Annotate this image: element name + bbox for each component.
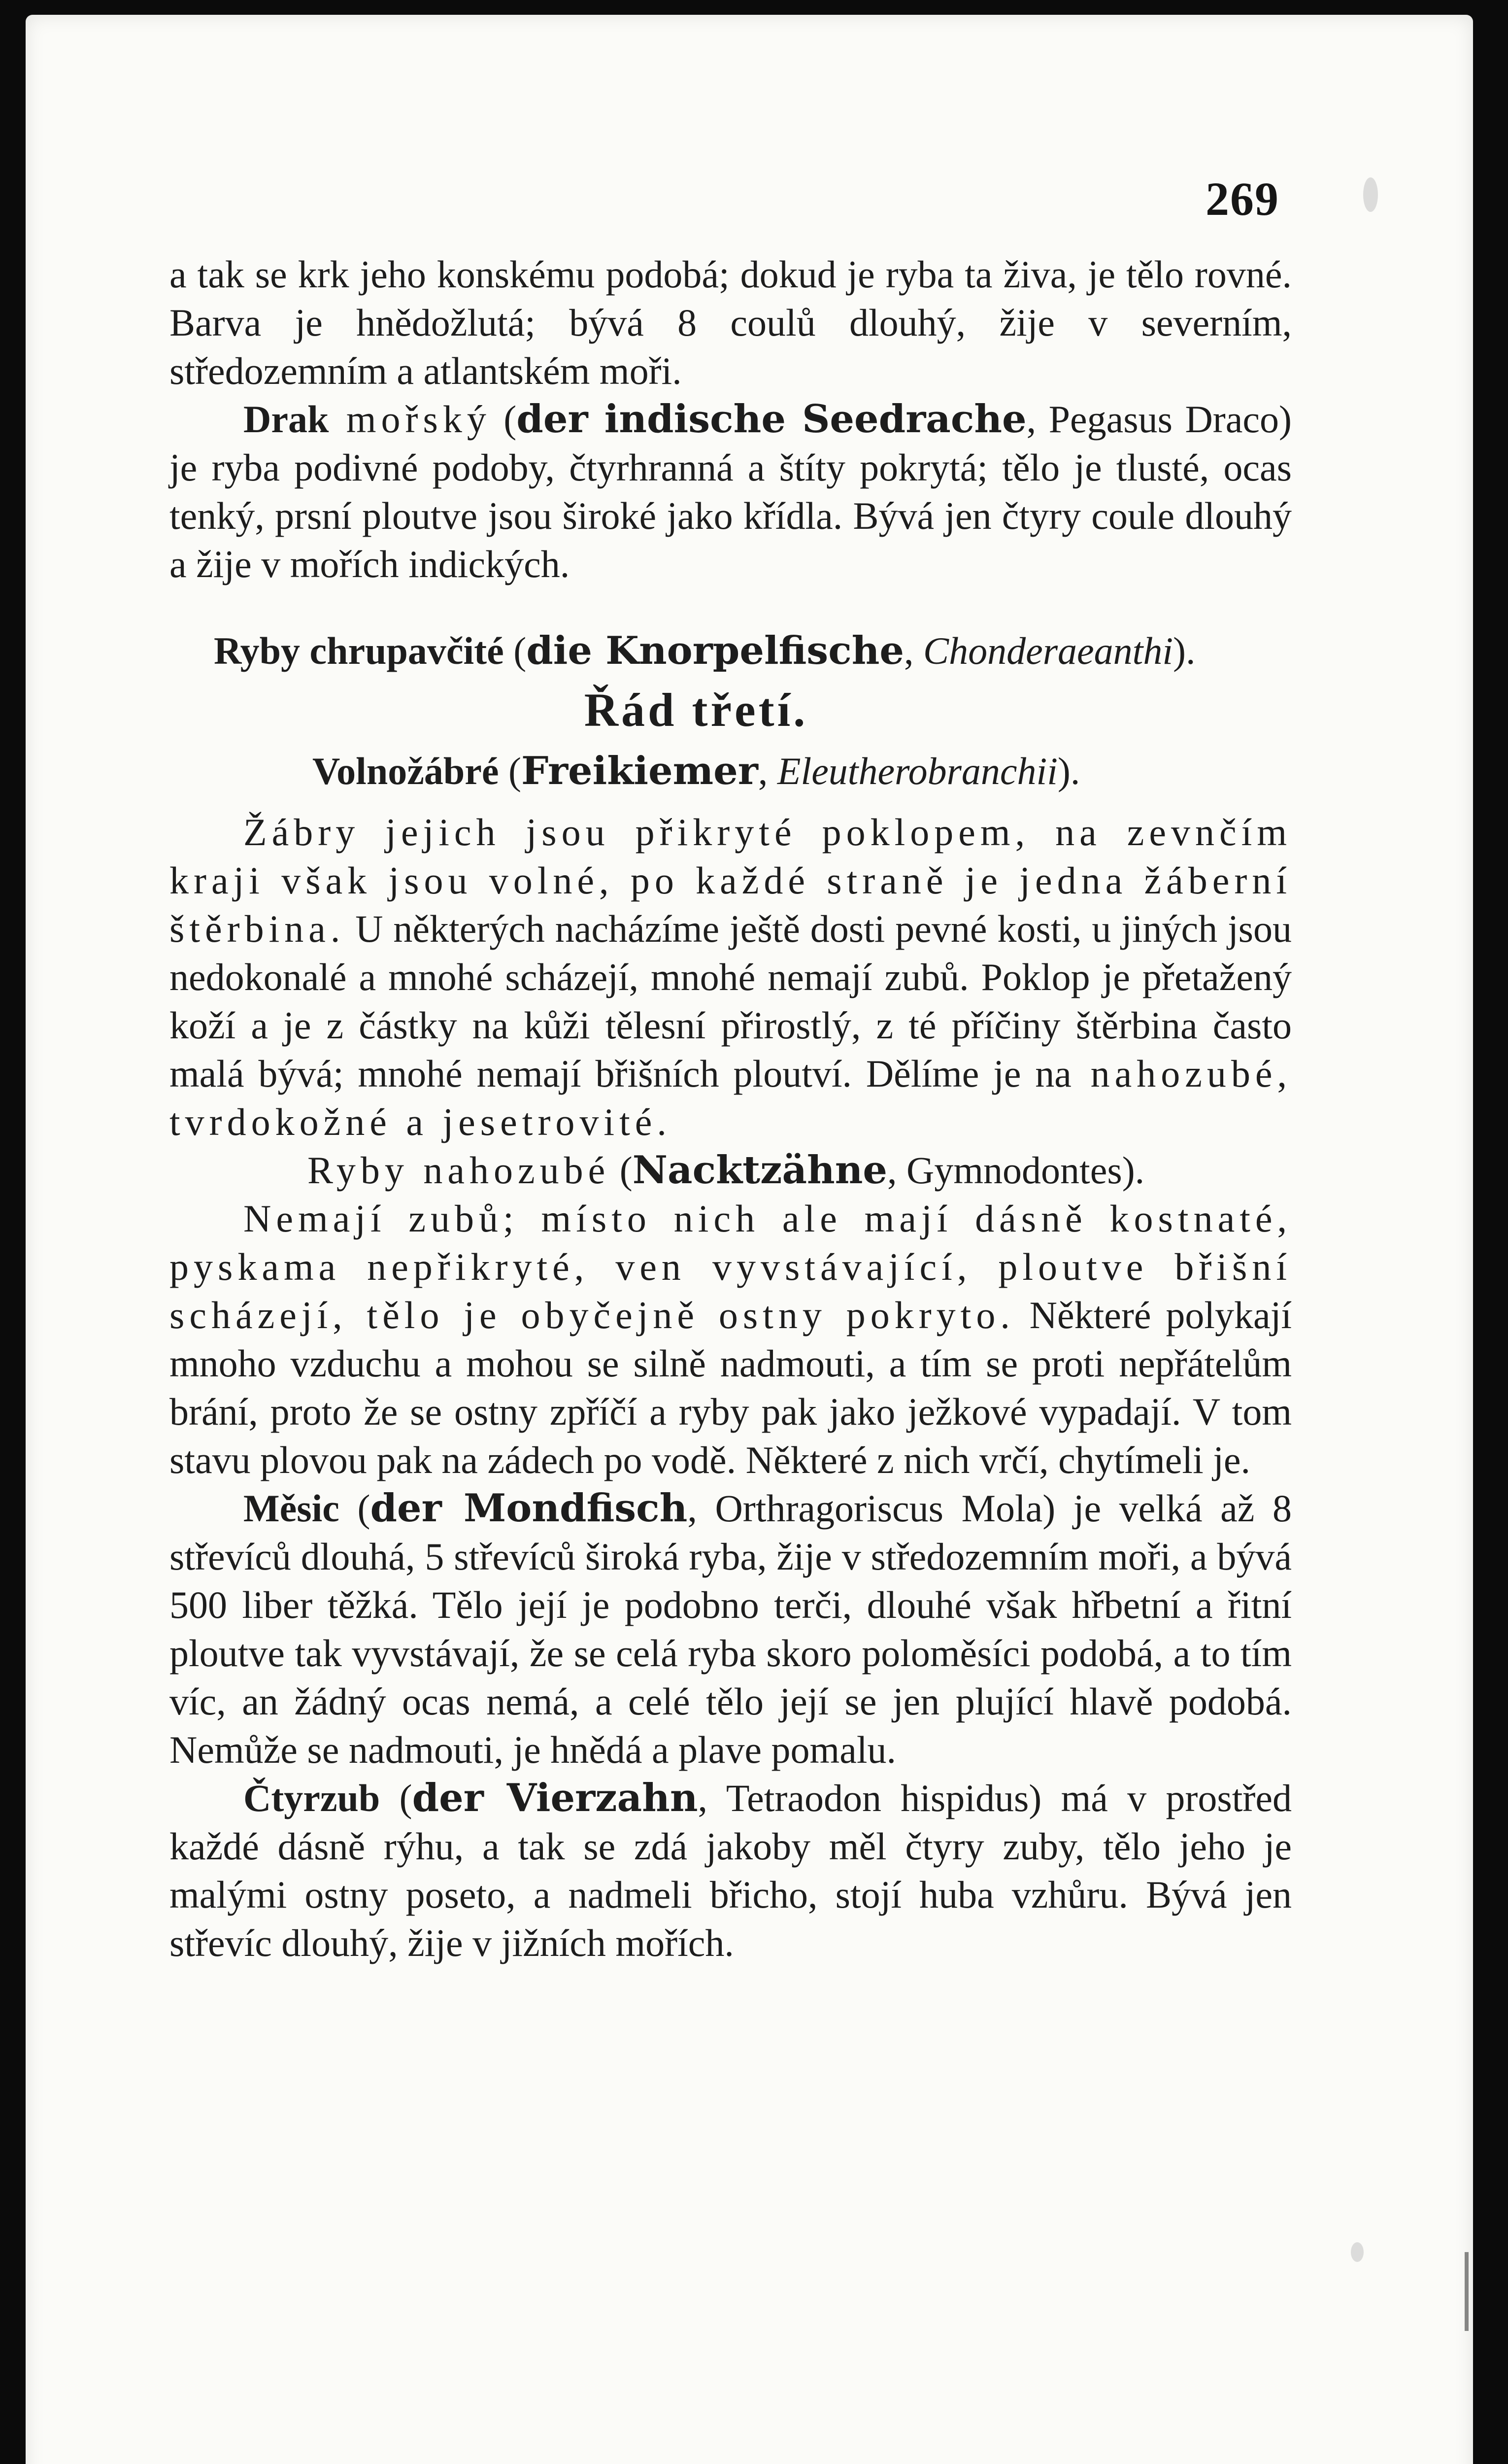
paragraph-mola [169,1484,1292,1774]
suborder-heading [169,747,1292,795]
german-name: der Vierzahn [412,1776,698,1820]
german-name: Freikiemer [521,749,758,793]
term-drak-rest: mořský [329,398,491,441]
latin-name: , Orthragoriscus Mola) [687,1487,1056,1530]
paragraph-dragon [169,395,1292,588]
latin-name: , Tetraodon hispidus) [698,1777,1042,1819]
term-drak: Drak [243,398,329,441]
term-mesic: Měsic [243,1487,339,1530]
german-name: der indische Seedrache [516,397,1027,442]
latin-name: , Gymnodontes). [887,1149,1145,1192]
paren-open: ( [610,1149,633,1192]
paragraph-tetraodon [169,1774,1292,1967]
spaced-text: Nemají zubů; místo nich ale mají dásně kostnaté, pyskama nepřikryté, ven vyvstávající, ploutve břišní scházejí, tělo je obyčejně ostny pokryto. [169,1197,1292,1336]
scan-dust [1363,177,1378,212]
text-line: žije v severním, středozemním a atlantském moři. [169,301,1292,392]
paragraph-body: má v prostřed každé dásně rýhu, a tak se zdá jakoby měl čtyry zuby, tělo jeho je malými ostny poseto, a nadmeli břicho, stojí huba vzhůru. Bývá jen střevíc dlouhý, žije v jižních mořích. [169,1777,1292,1964]
text-line: a tak se krk jeho konskému podobá; dokud je ryba ta živa, [169,253,1077,296]
paren-close: ). [1173,629,1196,672]
paragraph-body: Některé polykají mnoho vzduchu a mohou se silně nadmouti, a tím se proti nepřátelům brání, proto že se ostny zpříčí a ryby pak jako ježkové vypadají. V tom stavu plovou pak na zádech po vodě. Některé z nich vrčí, chytímeli je. [169,1294,1292,1481]
book-page [26,15,1473,2464]
comma: , [904,629,924,672]
paren-open: ( [339,1487,370,1530]
paragraph-body: U některých nacházíme ještě dosti pevné kosti, u jiných jsou nedokonalé a mnohé scházejí, mnohé nemají zubů. Poklop je přetažený koží a je z částky na kůži tělesní přirostlý, z té příčiny štěrbina často malá bývá; mnohé nemají břišních ploutví. Dělíme je na [169,907,1292,1095]
paren-open: ( [491,398,517,441]
spaced-text: Žábry jejich jsou přikryté poklopem, na zevnčím kraji však jsou volné, po každé straně je jedna žáberní štěrbina. [169,811,1292,950]
latin-name: Eleutherobranchii [777,750,1058,792]
paren-open: ( [499,750,521,792]
family-heading [169,627,1292,675]
german-name: Nacktzähne [632,1148,888,1193]
paragraph-gymnodontes [169,1195,1292,1484]
german-name: der Mondfisch [370,1486,688,1531]
order-heading: Řád třetí. [584,684,808,736]
family-name: Ryby chrupavčité [214,629,504,672]
scan-dust [1351,2242,1364,2262]
paragraph-gills [169,808,1292,1146]
paren-open: ( [503,629,527,672]
paren-close: ). [1057,750,1080,792]
german-name: die Knorpelfische [526,628,905,673]
text-line: je tělo rovné. Barva je hnědožlutá; bývá 8 coulů dlouhý, [169,253,1292,344]
paragraph-seahorse-end [169,250,1292,395]
term-ctyrzub: Čtyrzub [243,1777,380,1819]
group-heading [169,1146,1292,1195]
spaced-text: nahozubé, tvrdokožné a jesetrovité. [169,1052,1292,1143]
latin-name: Chonderaeanthi [923,629,1173,672]
page-text [169,250,1292,1967]
paren-open: ( [380,1777,412,1819]
scan-edge-mark [1465,2252,1469,2331]
group-name: Ryby nahozubé [307,1149,610,1192]
comma: , [758,750,777,792]
paragraph-body: je ryba podivné podoby, čtyrhranná a štíty pokrytá; tělo je tlusté, ocas tenký, prsní ploutve jsou široké jako křídla. Bývá jen čtyry coule dlouhý a žije v mořích indických. [169,446,1292,585]
page-number: 269 [1206,172,1279,225]
latin-name: , Pegasus Draco) [1026,398,1292,441]
paragraph-body: je velká až 8 střevíců dlouhá, 5 střevíců široká ryba, žije v středozemním moři, a bývá 500 liber těžká. Tělo její je podobno terči, dlouhé však hřbetní a řitní ploutve tak vyvstávají, že se celá ryba skoro poloměsíci podobá, a to tím víc, an žádný ocas nemá, a celé tělo její se jen plující hlavě podobá. Nemůže se nadmouti, je hnědá a plave pomalu. [169,1487,1292,1771]
suborder-name: Volnožábré [312,750,499,792]
